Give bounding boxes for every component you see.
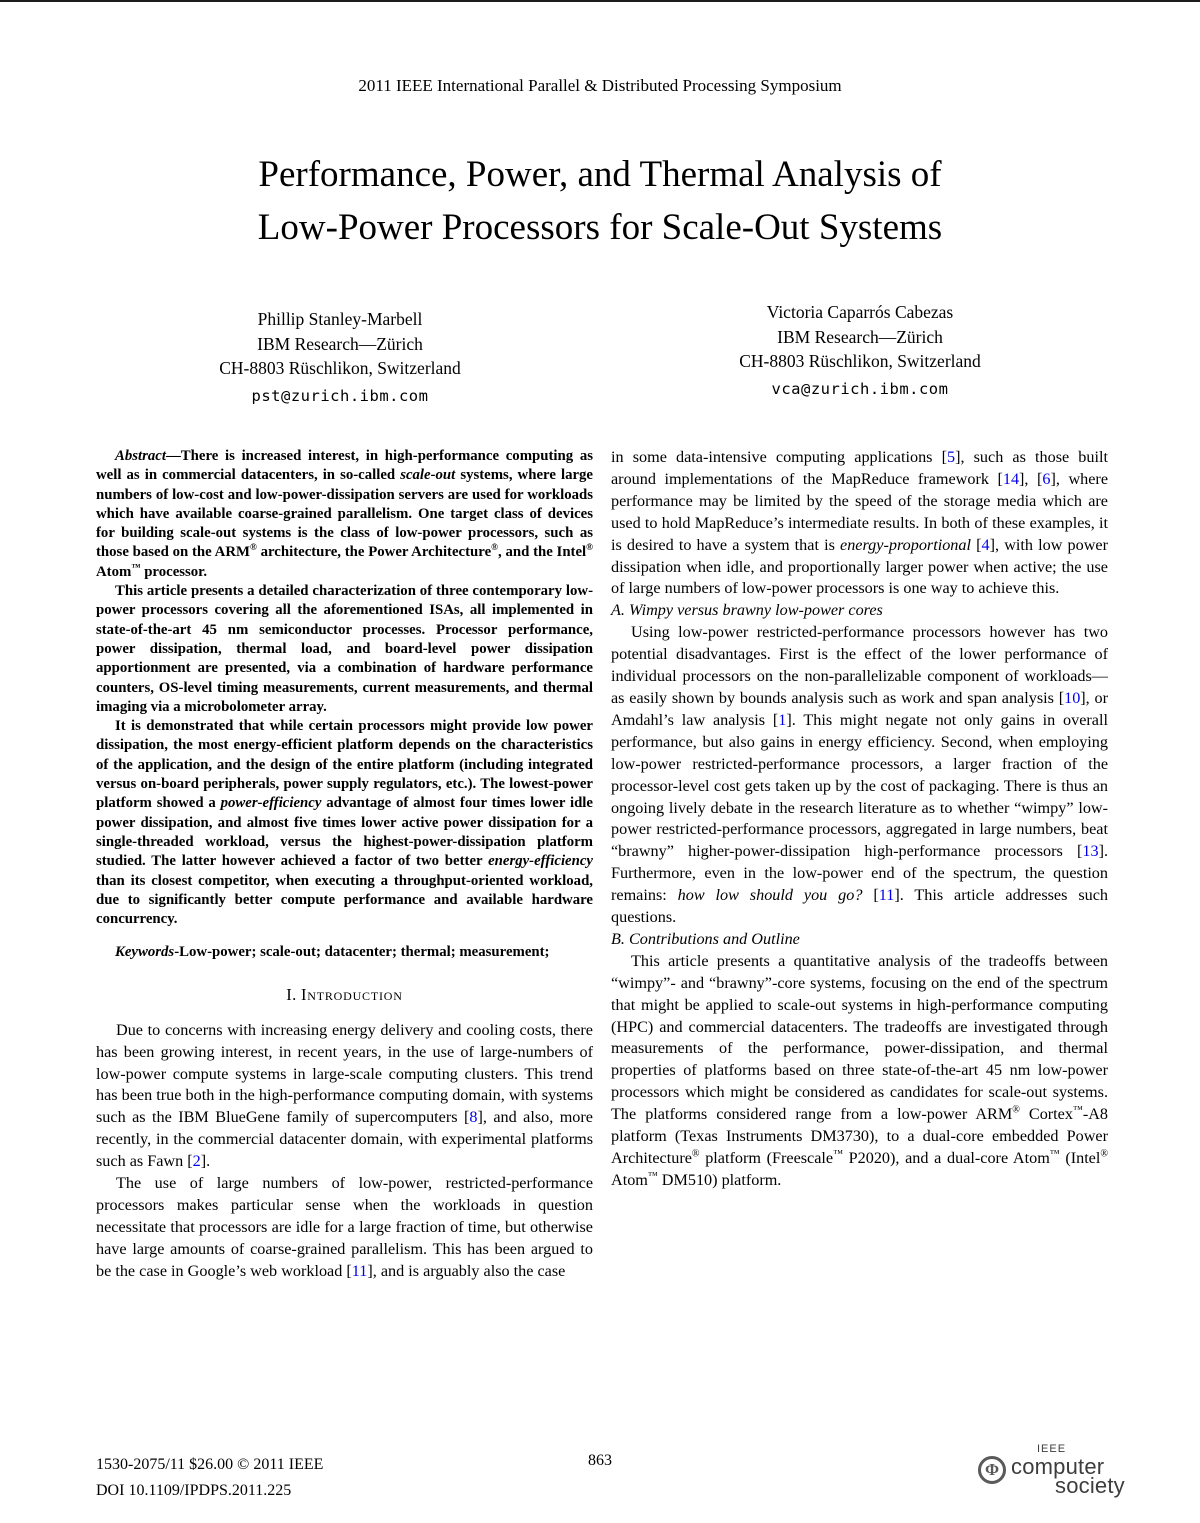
right-column-text bbox=[611, 447, 1108, 1192]
author-name: Phillip Stanley-Marbell bbox=[257, 309, 423, 329]
text-segment: DM510) platform. bbox=[657, 1170, 782, 1189]
text-segment: power-efficiency bbox=[220, 795, 322, 812]
text-segment: ], [ bbox=[1019, 469, 1043, 488]
intro-paragraph-2 bbox=[96, 1173, 593, 1283]
author-email: pst@zurich.ibm.com bbox=[251, 386, 429, 405]
text-segment: processor. bbox=[140, 563, 208, 580]
text-segment: platform (Freescale bbox=[699, 1149, 834, 1167]
text-segment: ® bbox=[491, 542, 498, 553]
paper-title-line1: Performance, Power, and Thermal Analysis of bbox=[258, 154, 942, 195]
author-affiliation: IBM Research—Zürich bbox=[777, 326, 943, 347]
text-segment: Introduction bbox=[300, 984, 403, 1004]
text-segment: Cortex bbox=[1019, 1105, 1073, 1124]
text-segment: Keywords bbox=[115, 944, 175, 961]
citation-link[interactable]: 10 bbox=[1064, 688, 1081, 707]
ieee-cs-logo-icon: Φ bbox=[978, 1456, 1006, 1484]
paper-title-line2: Low-Power Processors for Scale-Out Systems bbox=[257, 207, 943, 248]
subsection-b-paragraph bbox=[611, 951, 1108, 1192]
text-segment: Abstract bbox=[115, 448, 166, 464]
text-segment: Atom bbox=[96, 563, 132, 580]
citation-link[interactable]: 6 bbox=[1042, 469, 1051, 488]
text-segment: —There is increased interest, in high-performance computing as well as in commercial datacenters, in so-called bbox=[96, 448, 593, 484]
text-segment: ® bbox=[691, 1148, 700, 1160]
text-segment: ], or Amdahl’s law analysis [ bbox=[611, 688, 1108, 729]
text-segment: -A8 platform (Texas Instruments DM3730), to a dual-core embedded Power Architecture bbox=[611, 1105, 1108, 1167]
text-segment: ® bbox=[1012, 1104, 1020, 1116]
text-segment: ], with low power dissipation when idle, and proportionally larger power when active; the use of large numbers of low-power processors is one way to achieve this. bbox=[611, 535, 1108, 598]
text-segment: ], where performance may be limited by the speed of the storage media which are used to hold MapReduce’s intermediate results. In both of these examples, it is desired to have a system that is bbox=[611, 469, 1109, 554]
citation-link[interactable]: 8 bbox=[469, 1108, 478, 1127]
intro-continuation-paragraph bbox=[611, 447, 1108, 600]
abstract-paragraph-1 bbox=[96, 447, 593, 582]
text-segment: ], and also, more recently, in the commercial datacenter domain, with experimental platforms such as Fawn [ bbox=[96, 1108, 593, 1171]
text-segment: Due to concerns with increasing energy delivery and cooling costs, there has been growing interest, in recent years, in the use of large-numbers of low-power compute systems in large-scale computing clusters. This trend has been true both in the high-performance computing domain, with systems such as the IBM BlueGene family of supercomputers [ bbox=[96, 1020, 593, 1127]
abstract-section bbox=[96, 447, 593, 963]
text-segment: architecture, the Power Architecture bbox=[256, 544, 492, 561]
text-segment: energy-efficiency bbox=[488, 853, 593, 870]
author-block-1 bbox=[110, 307, 570, 408]
abstract-paragraph-3 bbox=[96, 717, 593, 929]
text-segment: It is demonstrated that while certain processors might provide low power dissipation, the most energy-efficient platform depends on the characteristics of the application, and the design of the entire platform (including integrated versus on-board peripherals, power supply regulators, etc.). The lowest-power platform showed a bbox=[96, 718, 593, 812]
ieee-cs-logo-text bbox=[1011, 1444, 1125, 1497]
text-segment: ], such as those built around implementations of the MapReduce framework [ bbox=[611, 448, 1108, 488]
citation-link[interactable]: 1 bbox=[778, 710, 787, 729]
text-segment: ® bbox=[249, 542, 257, 553]
paper-title bbox=[0, 148, 1200, 254]
citation-link[interactable]: 2 bbox=[192, 1152, 201, 1171]
left-column bbox=[96, 447, 593, 1283]
text-segment: , and the Intel bbox=[498, 544, 587, 561]
text-segment: -Low-power; scale-out; datacenter; thermal; measurement; bbox=[174, 944, 550, 961]
citation-link[interactable]: 13 bbox=[1082, 842, 1099, 861]
text-segment: ™ bbox=[1049, 1148, 1060, 1160]
ieee-cs-logo-ieee: IEEE bbox=[1037, 1443, 1067, 1455]
subsection-heading-a: A. Wimpy versus brawny low-power cores bbox=[611, 601, 883, 620]
keywords-line bbox=[96, 943, 593, 962]
section-heading-introduction bbox=[96, 985, 593, 1005]
text-segment: systems, where large numbers of low-cost and low-power-dissipation servers are used for workloads which have available coarse-grained parallelism. One target class of devices for building scale-out systems is the class of low-power processors, such as those based on the ARM bbox=[96, 467, 593, 561]
text-segment: [ bbox=[862, 886, 879, 905]
text-segment: ]. bbox=[200, 1152, 211, 1171]
text-segment: ™ bbox=[1072, 1104, 1083, 1116]
text-segment: ], and is arguably also the case bbox=[367, 1261, 566, 1280]
text-segment: ® bbox=[1100, 1148, 1108, 1160]
citation-link[interactable]: 4 bbox=[981, 535, 990, 554]
ieee-cs-logo-computer: computer bbox=[1011, 1454, 1105, 1479]
footer-copyright: 1530-2075/11 $26.00 © 2011 IEEE bbox=[96, 1456, 324, 1473]
text-segment: ® bbox=[586, 542, 593, 553]
text-segment: ™ bbox=[131, 561, 141, 572]
introduction-section bbox=[96, 985, 593, 1283]
abstract-paragraph-2 bbox=[96, 582, 593, 717]
text-segment: ]. Furthermore, even in the low-power end of the spectrum, the question remains: bbox=[611, 842, 1108, 905]
author-address: CH-8803 Rüschlikon, Switzerland bbox=[739, 351, 981, 371]
text-segment: The use of large numbers of low-power, restricted-performance processors makes particular sense when the workloads in question necessitate that processors are idle for a large fraction of time, but otherwise have large amounts of coarse-grained parallelism. This has been argued to be the case in Google’s web workload [ bbox=[96, 1174, 593, 1280]
citation-link[interactable]: 11 bbox=[878, 886, 895, 905]
right-column bbox=[611, 447, 1108, 1192]
conference-header: 2011 IEEE International Parallel & Distributed Processing Symposium bbox=[358, 76, 842, 95]
text-segment: P2020), and a dual-core Atom bbox=[842, 1149, 1050, 1167]
footer-doi: DOI 10.1109/IPDPS.2011.225 bbox=[96, 1482, 292, 1499]
author-email: vca@zurich.ibm.com bbox=[771, 379, 949, 398]
text-segment: Using low-power restricted-performance processors however has two potential disadvantages. First is the effect of the lower performance of individual processors on the non-parallelizable component of workloads—as easily shown by bounds analysis such as work and span analysis [ bbox=[611, 623, 1108, 707]
text-segment: ™ bbox=[647, 1170, 658, 1182]
text-segment: This article presents a quantitative analysis of the tradeoffs between “wimpy”- and “brawny”-core systems, focusing on the end of the spectrum that might be applied to scale-out systems in high-performance computing (HPC) and commercial datacenters. The tradeoffs are investigated through measurements of the performance, power-dissipation, and thermal properties of platforms based on three state-of-the-art 45 nm low-power processors which might be considered as candidates for scale-out systems. The platforms considered range from a low-power ARM bbox=[611, 951, 1108, 1124]
text-segment: advantage of almost four times lower idle power dissipation, and almost five times lower active power dissipation for a single-threaded workload, versus the highest-power-dissipation platform studied. The latter however achieved a factor of two better bbox=[96, 795, 593, 870]
ieee-cs-logo-society: society bbox=[1055, 1473, 1125, 1498]
ieee-cs-logo bbox=[978, 1444, 1125, 1497]
page-number: 863 bbox=[588, 1452, 612, 1469]
text-segment: ]. This might negate not only gains in overall performance, but also gains in energy efficiency. Second, when employing low-power restricted-performance processors, a larger fraction of the processor-level cost gets taken up by the cost of packaging. There is thus an ongoing lively debate in the research literature as to whether “wimpy” low-power restricted-performance processors, aggregated in large numbers, beat “brawny” higher-power-dissipation high-performance processors [ bbox=[611, 710, 1108, 861]
text-segment: ]. This article addresses such questions. bbox=[611, 886, 1108, 927]
subsection-a-paragraph bbox=[611, 622, 1108, 929]
text-segment: [ bbox=[971, 535, 982, 554]
author-address: CH-8803 Rüschlikon, Switzerland bbox=[219, 358, 461, 378]
intro-paragraph-1 bbox=[96, 1020, 593, 1173]
subsection-heading-b: B. Contributions and Outline bbox=[611, 929, 800, 948]
author-affiliation: IBM Research—Zürich bbox=[257, 333, 423, 354]
text-segment: Atom bbox=[611, 1170, 648, 1189]
text-segment: in some data-intensive computing applications [ bbox=[611, 448, 947, 466]
text-segment: scale-out bbox=[400, 467, 456, 484]
citation-link[interactable]: 5 bbox=[946, 448, 956, 466]
text-segment: I. bbox=[286, 984, 301, 1004]
author-name: Victoria Caparrós Cabezas bbox=[766, 302, 954, 322]
text-segment: than its closest competitor, when executing a throughput-oriented workload, due to significantly better compute performance and available hardware concurrency. bbox=[96, 872, 593, 928]
author-block-2 bbox=[630, 300, 1090, 401]
text-segment: (Intel bbox=[1059, 1149, 1101, 1167]
citation-link[interactable]: 14 bbox=[1002, 469, 1020, 488]
text-segment: ™ bbox=[833, 1148, 843, 1160]
text-segment: how low should you go? bbox=[677, 886, 863, 905]
text-segment: energy-proportional bbox=[840, 535, 971, 554]
text-segment: This article presents a detailed characterization of three contemporary low-power processors covering all the aforementioned ISAs, all implemented in state-of-the-art 45 nm semiconductor processes. Processor performance, power dissipation, thermal load, and board-level power dissipation apportionment are presented, via a combination of hardware performance counters, OS-level timing measurements, current measurements, and thermal imaging via a microbolometer array. bbox=[96, 583, 593, 715]
page-top-edge bbox=[0, 0, 1200, 2]
citation-link[interactable]: 11 bbox=[351, 1261, 368, 1280]
